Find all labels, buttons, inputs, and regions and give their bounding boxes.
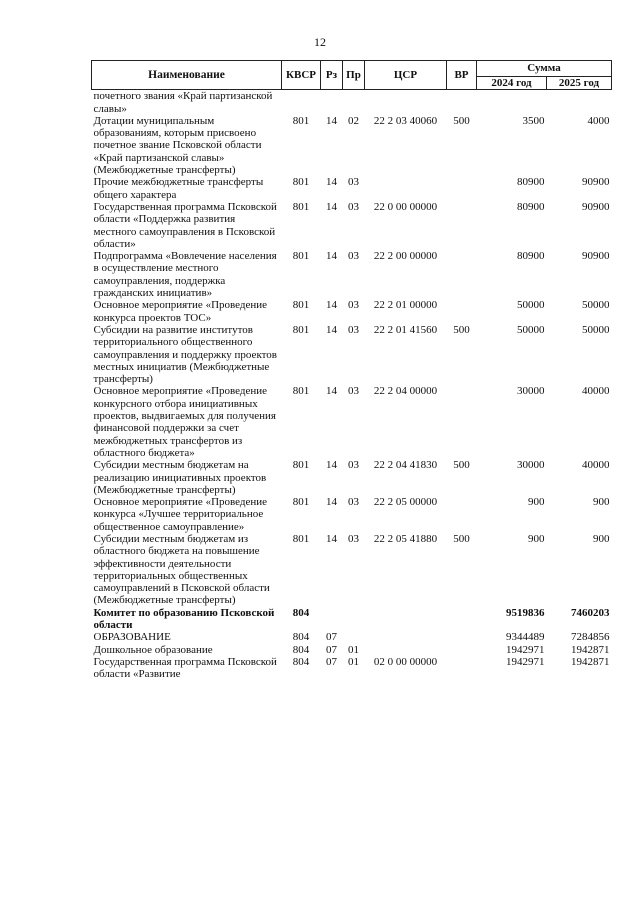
cell-rz: 14 [326,459,337,472]
cell-kvsr: 801 [292,459,310,472]
cell-rz: 14 [326,250,337,263]
table-row [92,644,612,656]
cell-pr: 01 [348,643,359,656]
cell-pr: 03 [348,200,359,213]
cell-vr: 500 [453,114,470,127]
cell-kvsr: 804 [292,655,310,668]
cell-2024: 30000 [517,459,545,472]
header-csr: ЦСР [365,61,447,90]
cell-vr [447,90,477,115]
cell-vr [447,644,477,656]
cell-rz: 14 [326,114,337,127]
table-row [92,324,612,385]
cell-csr: 22 0 00 00000 [373,200,438,213]
table-row [92,459,612,496]
cell-vr [447,176,477,201]
header-rz: Рз [321,61,343,90]
cell-2024: 1942971 [506,643,545,656]
cell-kvsr: 804 [292,643,310,656]
header-vr: ВР [447,61,477,90]
table-row [92,90,612,115]
header-year-2025: 2025 год [547,77,612,90]
cell-2025: 7284856 [571,631,610,644]
cell-2024: 80900 [517,250,545,263]
cell-name: Государственная программа Псковской области «Развитие [93,655,277,681]
cell-2025: 40000 [582,385,610,398]
header-name: Наименование [92,61,282,90]
cell-pr: 02 [348,114,359,127]
cell-rz: 14 [326,176,337,189]
cell-kvsr: 801 [292,385,310,398]
cell-2025 [547,90,612,115]
cell-2025: 50000 [582,323,610,336]
cell-vr [447,299,477,324]
table-row [92,607,612,632]
cell-2024: 9519836 [506,606,545,619]
cell-2025: 90900 [582,250,610,263]
cell-2024: 50000 [517,299,545,312]
cell-csr [365,607,447,632]
cell-vr [447,496,477,533]
cell-pr: 01 [348,655,359,668]
cell-csr: 22 2 05 41880 [373,532,438,545]
cell-csr: 22 2 01 41560 [373,323,438,336]
table-body [92,90,612,681]
cell-kvsr: 801 [292,323,310,336]
table-row [92,656,612,681]
cell-rz: 07 [326,631,337,644]
cell-2024: 30000 [517,385,545,398]
cell-name: Субсидии местным бюджетам на реализацию инициативных проектов (Межбюджетные трансферты) [93,459,267,496]
table-row [92,176,612,201]
cell-pr [343,631,365,643]
cell-rz: 14 [326,385,337,398]
cell-kvsr: 801 [292,114,310,127]
cell-rz [321,90,343,115]
cell-2025: 1942871 [571,655,610,668]
cell-vr [447,385,477,459]
cell-rz: 07 [326,655,337,668]
cell-2024: 80900 [517,176,545,189]
cell-name: Дошкольное образование [93,643,213,656]
cell-name: Субсидии на развитие институтов территориального общественного самоуправления и поддержку проектов местных инициатив (Межбюджетные трансферты) [93,323,277,386]
cell-csr [365,644,447,656]
budget-table [91,60,612,681]
cell-vr: 500 [453,459,470,472]
table-row [92,250,612,299]
header-kvsr: КВСР [282,61,321,90]
cell-vr [447,631,477,643]
cell-2024: 3500 [522,114,545,127]
cell-csr: 22 2 04 00000 [373,385,438,398]
cell-kvsr: 801 [292,200,310,213]
cell-csr: 22 2 01 00000 [373,299,438,312]
cell-2024: 50000 [517,323,545,336]
cell-rz: 14 [326,299,337,312]
cell-name: Основное мероприятие «Проведение конкурса «Лучшее территориальное общественное самоуправление» [93,496,268,533]
cell-2025: 4000 [587,114,610,127]
cell-vr: 500 [453,323,470,336]
cell-pr: 03 [348,323,359,336]
cell-2025: 50000 [582,299,610,312]
cell-csr: 02 0 00 00000 [373,655,438,668]
cell-pr [343,90,365,115]
cell-name: Дотации муниципальным образованиям, которым присвоено почетное звание Псковской области «Край партизанской славы» (Межбюджетные трансферты) [93,114,262,177]
cell-2024: 9344489 [506,631,545,644]
table-row [92,115,612,176]
cell-2025: 1942871 [571,643,610,656]
cell-kvsr: 801 [292,299,310,312]
cell-2024 [477,90,547,115]
cell-kvsr: 804 [292,606,310,619]
cell-kvsr: 804 [292,631,310,644]
cell-rz: 14 [326,496,337,509]
cell-name: Основное мероприятие «Проведение конкурсного отбора инициативных проектов, выдвигаемых для получения финансовой поддержки за счет межбюджетных трансфертов из областного бюджета» [93,385,276,459]
header-sum: Сумма [477,61,612,77]
cell-csr: 22 2 04 41830 [373,459,438,472]
cell-csr: 22 2 03 40060 [373,114,438,127]
cell-vr [447,250,477,299]
cell-vr [447,656,477,681]
cell-vr [447,607,477,632]
cell-csr [365,631,447,643]
cell-kvsr: 801 [292,532,310,545]
cell-name: Прочие межбюджетные трансферты общего характера [93,176,264,201]
page-number: 12 [314,35,326,49]
table-header [92,61,612,90]
cell-2025: 7460203 [571,606,610,619]
cell-kvsr [282,90,321,115]
cell-2024: 900 [528,532,545,545]
cell-rz [321,607,343,632]
table-row [92,496,612,533]
cell-pr [343,607,365,632]
cell-pr: 03 [348,176,359,189]
cell-name: Подпрограмма «Вовлечение населения в осуществление местного самоуправления, поддержка гражданских инициатив» [93,250,277,300]
table-row [92,201,612,250]
cell-vr [447,201,477,250]
cell-rz: 14 [326,532,337,545]
cell-name: почетного звания «Край партизанской славы» [93,90,273,115]
cell-pr: 03 [348,459,359,472]
table-row [92,631,612,643]
cell-name: Комитет по образованию Псковской области [93,606,275,632]
cell-kvsr: 801 [292,496,310,509]
cell-2025: 90900 [582,176,610,189]
cell-pr: 03 [348,532,359,545]
cell-rz: 07 [326,643,337,656]
cell-2025: 900 [593,532,610,545]
table-row [92,533,612,607]
cell-pr: 03 [348,496,359,509]
cell-vr: 500 [453,532,470,545]
cell-rz: 14 [326,200,337,213]
cell-2024: 80900 [517,200,545,213]
cell-2025: 90900 [582,200,610,213]
header-year-2024: 2024 год [477,77,547,90]
cell-name: Государственная программа Псковской области «Поддержка развития местного самоуправления в Псковской области» [93,200,277,250]
table-row [92,299,612,324]
header-pr: Пр [343,61,365,90]
cell-kvsr: 801 [292,250,310,263]
cell-rz: 14 [326,323,337,336]
cell-name: Основное мероприятие «Проведение конкурса проектов ТОС» [93,299,268,324]
cell-name: ОБРАЗОВАНИЕ [93,631,171,644]
table-row [92,385,612,459]
cell-csr: 22 2 00 00000 [373,250,438,263]
cell-pr: 03 [348,385,359,398]
cell-pr: 03 [348,250,359,263]
cell-name: Субсидии местным бюджетам из областного бюджета на повышение эффективности деятельности территориальных общественных самоуправлений в Псковской области (Межбюджетные трансферты) [93,532,270,607]
cell-pr: 03 [348,299,359,312]
cell-2025: 40000 [582,459,610,472]
cell-2024: 1942971 [506,655,545,668]
cell-csr: 22 2 05 00000 [373,496,438,509]
cell-2024: 900 [528,496,545,509]
cell-csr [365,90,447,115]
cell-kvsr: 801 [292,176,310,189]
cell-csr [365,176,447,201]
cell-2025: 900 [593,496,610,509]
